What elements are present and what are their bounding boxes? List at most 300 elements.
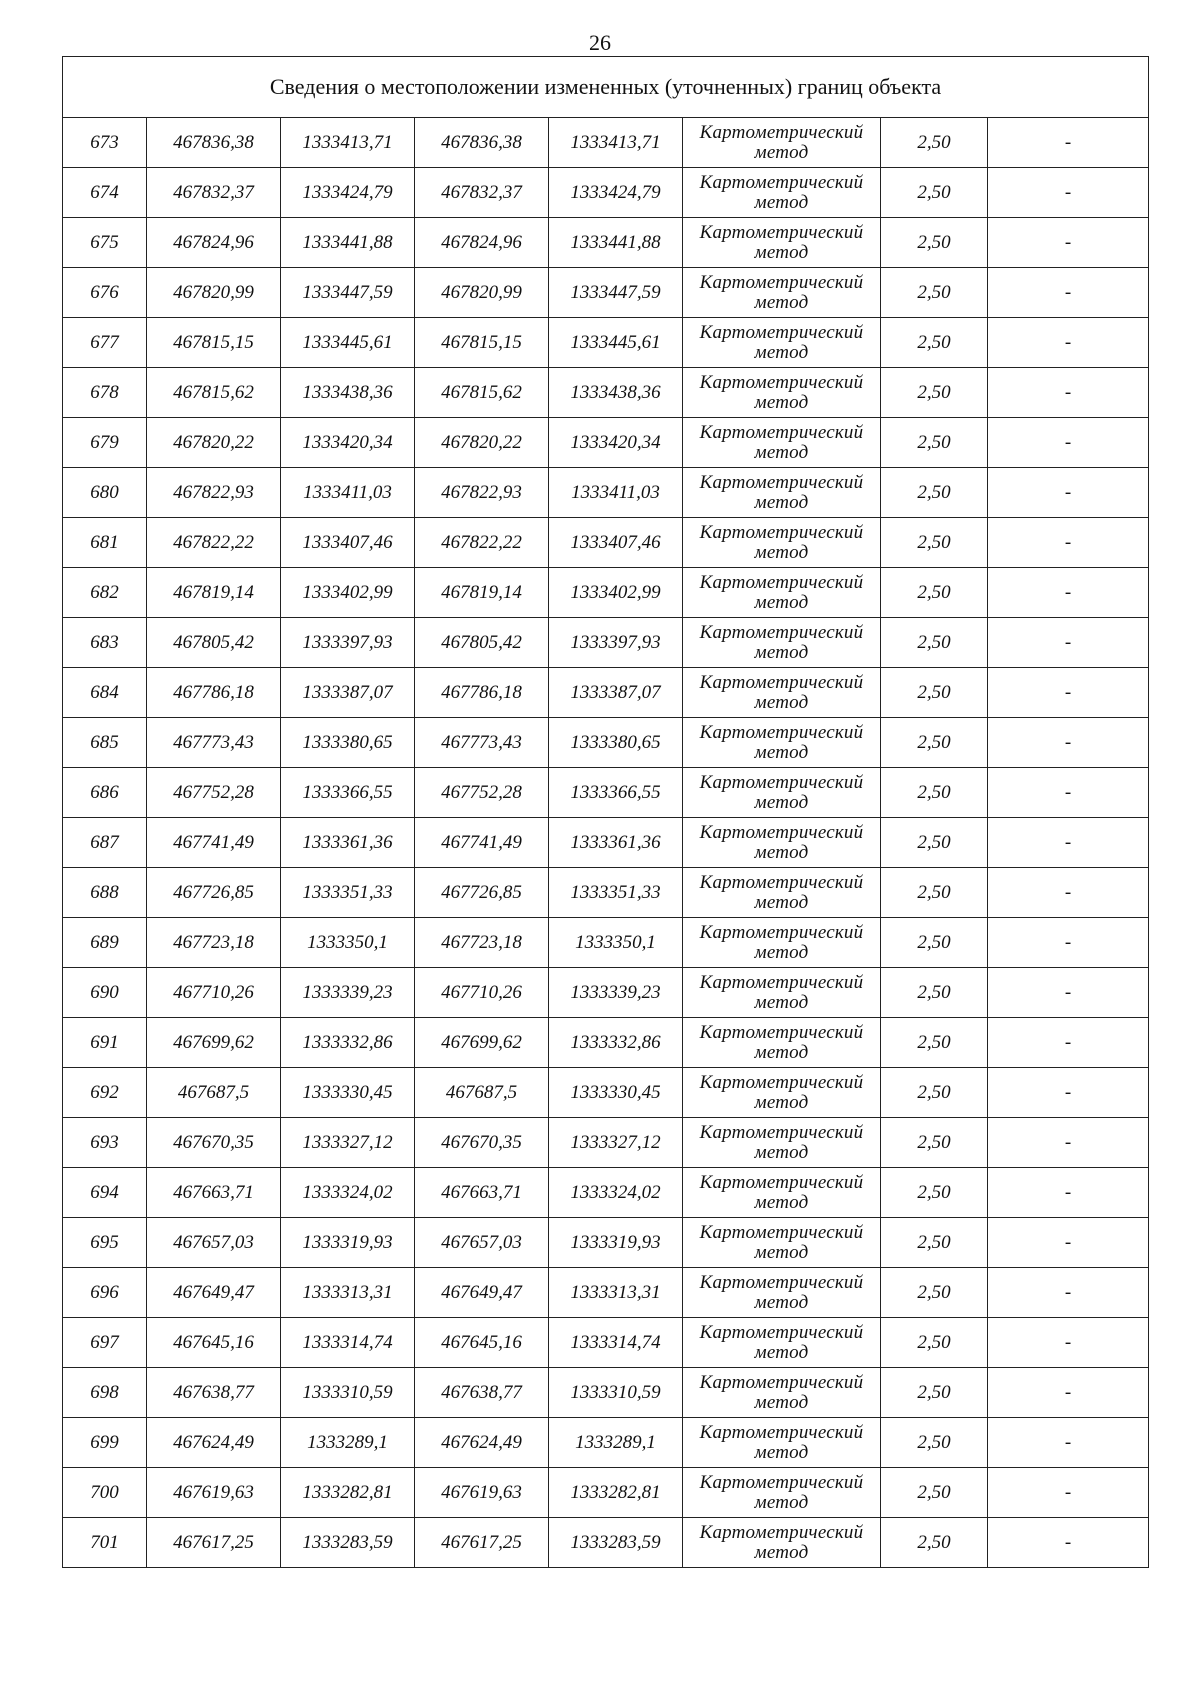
method-line-2: метод [754,591,809,613]
cell-method [683,868,881,918]
cell-description: - [988,768,1149,818]
method-line-2: метод [754,791,809,813]
cell-point-number: 678 [63,368,147,418]
cell-description: - [988,918,1149,968]
method-line-2: метод [754,1191,809,1213]
cell-point-number: 682 [63,568,147,618]
cell-refined-x: 467657,03 [415,1218,549,1268]
cell-existing-x: 467645,16 [147,1318,281,1368]
cell-existing-y: 1333350,1 [281,918,415,968]
method-line-1: Картометрический [699,521,864,543]
cell-existing-x: 467649,47 [147,1268,281,1318]
table-row [63,718,1149,768]
cell-existing-y: 1333445,61 [281,318,415,368]
cell-method [683,1318,881,1368]
method-line-2: метод [754,941,809,963]
cell-existing-y: 1333313,31 [281,1268,415,1318]
cell-description: - [988,1118,1149,1168]
cell-description: - [988,1068,1149,1118]
method-line-1: Картометрический [699,1421,864,1443]
cell-method [683,918,881,968]
cell-existing-y: 1333441,88 [281,218,415,268]
method-line-1: Картометрический [699,121,864,143]
table-row [63,418,1149,468]
cell-existing-x: 467815,15 [147,318,281,368]
table-row [63,318,1149,368]
table-caption-row [63,57,1149,118]
cell-description: - [988,818,1149,868]
method-line-1: Картометрический [699,1521,864,1543]
cell-point-number: 679 [63,418,147,468]
cell-point-number: 686 [63,768,147,818]
cell-refined-y: 1333310,59 [549,1368,683,1418]
method-line-1: Картометрический [699,571,864,593]
cell-existing-y: 1333361,36 [281,818,415,868]
cell-method [683,1518,881,1568]
cell-existing-y: 1333282,81 [281,1468,415,1518]
cell-accuracy: 2,50 [881,218,988,268]
cell-accuracy: 2,50 [881,318,988,368]
cell-refined-x: 467670,35 [415,1118,549,1168]
table-row [63,518,1149,568]
table-row [63,1068,1149,1118]
cell-method [683,468,881,518]
cell-method [683,768,881,818]
cell-method [683,1168,881,1218]
cell-existing-y: 1333447,59 [281,268,415,318]
table-row [63,1468,1149,1518]
cell-point-number: 700 [63,1468,147,1518]
method-line-1: Картометрический [699,171,864,193]
method-line-1: Картометрический [699,821,864,843]
cell-description: - [988,268,1149,318]
cell-existing-x: 467836,38 [147,118,281,168]
cell-accuracy: 2,50 [881,1018,988,1068]
cell-refined-x: 467815,62 [415,368,549,418]
cell-refined-y: 1333441,88 [549,218,683,268]
cell-accuracy: 2,50 [881,418,988,468]
cell-refined-y: 1333314,74 [549,1318,683,1368]
cell-description: - [988,1368,1149,1418]
cell-existing-y: 1333319,93 [281,1218,415,1268]
cell-point-number: 674 [63,168,147,218]
method-line-2: метод [754,541,809,563]
cell-existing-x: 467741,49 [147,818,281,868]
cell-accuracy: 2,50 [881,118,988,168]
cell-description: - [988,318,1149,368]
cell-accuracy: 2,50 [881,1468,988,1518]
cell-refined-x: 467624,49 [415,1418,549,1468]
method-line-1: Картометрический [699,1021,864,1043]
cell-method [683,418,881,468]
cell-method [683,1068,881,1118]
table-row [63,368,1149,418]
table-row [63,818,1149,868]
cell-existing-y: 1333283,59 [281,1518,415,1568]
cell-point-number: 683 [63,618,147,668]
cell-existing-y: 1333420,34 [281,418,415,468]
cell-refined-x: 467617,25 [415,1518,549,1568]
cell-point-number: 687 [63,818,147,868]
method-line-2: метод [754,1041,809,1063]
table-row [63,668,1149,718]
cell-existing-y: 1333351,33 [281,868,415,918]
method-line-1: Картометрический [699,1271,864,1293]
cell-refined-y: 1333339,23 [549,968,683,1018]
cell-accuracy: 2,50 [881,1068,988,1118]
cell-accuracy: 2,50 [881,618,988,668]
cell-accuracy: 2,50 [881,468,988,518]
cell-refined-y: 1333380,65 [549,718,683,768]
method-line-1: Картометрический [699,671,864,693]
cell-point-number: 701 [63,1518,147,1568]
cell-existing-x: 467726,85 [147,868,281,918]
cell-description: - [988,118,1149,168]
cell-accuracy: 2,50 [881,668,988,718]
table-row [63,1518,1149,1568]
table-body [63,118,1149,1568]
cell-accuracy: 2,50 [881,868,988,918]
cell-description: - [988,1418,1149,1468]
cell-method [683,1418,881,1468]
cell-existing-y: 1333314,74 [281,1318,415,1368]
cell-point-number: 698 [63,1368,147,1418]
method-line-1: Картометрический [699,1071,864,1093]
cell-refined-y: 1333420,34 [549,418,683,468]
cell-refined-y: 1333411,03 [549,468,683,518]
cell-point-number: 681 [63,518,147,568]
cell-existing-x: 467723,18 [147,918,281,968]
cell-existing-x: 467822,22 [147,518,281,568]
cell-point-number: 676 [63,268,147,318]
method-line-1: Картометрический [699,871,864,893]
cell-description: - [988,1518,1149,1568]
cell-existing-y: 1333332,86 [281,1018,415,1068]
cell-method [683,268,881,318]
cell-description: - [988,518,1149,568]
cell-refined-y: 1333397,93 [549,618,683,668]
cell-refined-y: 1333351,33 [549,868,683,918]
cell-existing-x: 467819,14 [147,568,281,618]
table-row [63,468,1149,518]
cell-refined-x: 467820,22 [415,418,549,468]
cell-description: - [988,618,1149,668]
cell-method [683,968,881,1018]
cell-description: - [988,968,1149,1018]
cell-refined-x: 467687,5 [415,1068,549,1118]
cell-refined-y: 1333387,07 [549,668,683,718]
boundary-coordinates-table [62,56,1149,1568]
cell-refined-x: 467663,71 [415,1168,549,1218]
cell-point-number: 688 [63,868,147,918]
cell-description: - [988,418,1149,468]
cell-existing-y: 1333380,65 [281,718,415,768]
cell-point-number: 680 [63,468,147,518]
cell-description: - [988,368,1149,418]
cell-refined-y: 1333402,99 [549,568,683,618]
cell-refined-y: 1333413,71 [549,118,683,168]
cell-refined-y: 1333438,36 [549,368,683,418]
method-line-2: метод [754,641,809,663]
cell-description: - [988,718,1149,768]
method-line-1: Картометрический [699,771,864,793]
cell-point-number: 697 [63,1318,147,1368]
method-line-1: Картометрический [699,621,864,643]
cell-method [683,1368,881,1418]
cell-refined-x: 467710,26 [415,968,549,1018]
cell-refined-x: 467773,43 [415,718,549,768]
method-line-2: метод [754,1391,809,1413]
cell-existing-y: 1333339,23 [281,968,415,1018]
cell-refined-x: 467820,99 [415,268,549,318]
cell-description: - [988,1168,1149,1218]
cell-existing-x: 467822,93 [147,468,281,518]
method-line-2: метод [754,1241,809,1263]
cell-refined-x: 467619,63 [415,1468,549,1518]
cell-accuracy: 2,50 [881,818,988,868]
cell-accuracy: 2,50 [881,268,988,318]
cell-accuracy: 2,50 [881,1518,988,1568]
cell-existing-x: 467624,49 [147,1418,281,1468]
method-line-1: Картометрический [699,921,864,943]
cell-existing-y: 1333424,79 [281,168,415,218]
cell-existing-y: 1333310,59 [281,1368,415,1418]
cell-point-number: 675 [63,218,147,268]
table-row [63,968,1149,1018]
cell-accuracy: 2,50 [881,918,988,968]
cell-existing-y: 1333413,71 [281,118,415,168]
cell-description: - [988,1268,1149,1318]
method-line-1: Картометрический [699,471,864,493]
cell-existing-x: 467773,43 [147,718,281,768]
cell-existing-y: 1333407,46 [281,518,415,568]
table-row [63,118,1149,168]
method-line-2: метод [754,141,809,163]
cell-accuracy: 2,50 [881,1218,988,1268]
method-line-2: метод [754,391,809,413]
cell-existing-x: 467663,71 [147,1168,281,1218]
method-line-1: Картометрический [699,1471,864,1493]
cell-refined-x: 467824,96 [415,218,549,268]
cell-description: - [988,868,1149,918]
method-line-2: метод [754,891,809,913]
cell-refined-y: 1333407,46 [549,518,683,568]
cell-existing-x: 467805,42 [147,618,281,668]
cell-description: - [988,1468,1149,1518]
cell-point-number: 693 [63,1118,147,1168]
cell-existing-x: 467619,63 [147,1468,281,1518]
cell-existing-x: 467710,26 [147,968,281,1018]
table-row [63,1168,1149,1218]
method-line-2: метод [754,841,809,863]
cell-existing-x: 467832,37 [147,168,281,218]
table-row [63,168,1149,218]
table-row [63,218,1149,268]
cell-point-number: 696 [63,1268,147,1318]
cell-accuracy: 2,50 [881,1368,988,1418]
cell-description: - [988,1018,1149,1068]
table-row [63,1268,1149,1318]
method-line-2: метод [754,241,809,263]
table-row [63,1318,1149,1368]
cell-point-number: 692 [63,1068,147,1118]
method-line-2: метод [754,491,809,513]
cell-existing-x: 467786,18 [147,668,281,718]
cell-accuracy: 2,50 [881,1418,988,1468]
method-line-1: Картометрический [699,421,864,443]
method-line-1: Картометрический [699,1121,864,1143]
table-row [63,1368,1149,1418]
cell-method [683,168,881,218]
cell-point-number: 699 [63,1418,147,1468]
cell-point-number: 694 [63,1168,147,1218]
cell-refined-y: 1333319,93 [549,1218,683,1268]
cell-refined-x: 467815,15 [415,318,549,368]
cell-existing-y: 1333387,07 [281,668,415,718]
cell-description: - [988,568,1149,618]
cell-accuracy: 2,50 [881,1268,988,1318]
cell-existing-x: 467824,96 [147,218,281,268]
table-row [63,1118,1149,1168]
table-row [63,268,1149,318]
cell-point-number: 690 [63,968,147,1018]
method-line-2: метод [754,1291,809,1313]
cell-description: - [988,668,1149,718]
method-line-1: Картометрический [699,1371,864,1393]
cell-method [683,668,881,718]
cell-refined-x: 467723,18 [415,918,549,968]
cell-existing-x: 467820,22 [147,418,281,468]
cell-existing-y: 1333289,1 [281,1418,415,1468]
cell-refined-x: 467786,18 [415,668,549,718]
cell-existing-x: 467752,28 [147,768,281,818]
method-line-1: Картометрический [699,271,864,293]
cell-accuracy: 2,50 [881,1168,988,1218]
cell-refined-y: 1333282,81 [549,1468,683,1518]
cell-refined-x: 467805,42 [415,618,549,668]
table-row [63,868,1149,918]
cell-point-number: 673 [63,118,147,168]
cell-refined-x: 467752,28 [415,768,549,818]
cell-refined-x: 467819,14 [415,568,549,618]
cell-method [683,118,881,168]
cell-refined-y: 1333324,02 [549,1168,683,1218]
cell-method [683,718,881,768]
method-line-2: метод [754,291,809,313]
cell-method [683,1118,881,1168]
cell-refined-y: 1333447,59 [549,268,683,318]
page-number: 26 [589,30,611,55]
cell-accuracy: 2,50 [881,1318,988,1368]
cell-refined-x: 467649,47 [415,1268,549,1318]
table-row [63,1418,1149,1468]
cell-refined-x: 467699,62 [415,1018,549,1068]
cell-existing-x: 467657,03 [147,1218,281,1268]
cell-accuracy: 2,50 [881,568,988,618]
cell-existing-y: 1333324,02 [281,1168,415,1218]
method-line-1: Картометрический [699,1321,864,1343]
cell-description: - [988,168,1149,218]
cell-existing-x: 467820,99 [147,268,281,318]
cell-existing-y: 1333366,55 [281,768,415,818]
cell-existing-y: 1333327,12 [281,1118,415,1168]
cell-point-number: 685 [63,718,147,768]
method-line-1: Картометрический [699,1221,864,1243]
cell-existing-x: 467699,62 [147,1018,281,1068]
cell-refined-y: 1333327,12 [549,1118,683,1168]
table-row [63,1218,1149,1268]
cell-accuracy: 2,50 [881,768,988,818]
method-line-1: Картометрический [699,221,864,243]
cell-existing-y: 1333402,99 [281,568,415,618]
cell-accuracy: 2,50 [881,368,988,418]
cell-existing-y: 1333397,93 [281,618,415,668]
cell-description: - [988,1318,1149,1368]
cell-method [683,818,881,868]
cell-refined-y: 1333332,86 [549,1018,683,1068]
method-line-1: Картометрический [699,321,864,343]
cell-description: - [988,468,1149,518]
method-line-2: метод [754,1341,809,1363]
table-row [63,768,1149,818]
cell-refined-x: 467822,93 [415,468,549,518]
cell-method [683,568,881,618]
cell-existing-x: 467670,35 [147,1118,281,1168]
cell-refined-x: 467832,37 [415,168,549,218]
cell-point-number: 684 [63,668,147,718]
cell-existing-x: 467687,5 [147,1068,281,1118]
cell-accuracy: 2,50 [881,1118,988,1168]
cell-refined-y: 1333283,59 [549,1518,683,1568]
cell-refined-y: 1333313,31 [549,1268,683,1318]
cell-accuracy: 2,50 [881,168,988,218]
table-row [63,1018,1149,1068]
cell-accuracy: 2,50 [881,718,988,768]
cell-method [683,1468,881,1518]
cell-method [683,518,881,568]
cell-refined-y: 1333350,1 [549,918,683,968]
cell-method [683,1218,881,1268]
cell-method [683,368,881,418]
method-line-2: метод [754,1541,809,1563]
cell-refined-y: 1333330,45 [549,1068,683,1118]
method-line-2: метод [754,1441,809,1463]
method-line-2: метод [754,1141,809,1163]
cell-refined-x: 467822,22 [415,518,549,568]
cell-point-number: 695 [63,1218,147,1268]
method-line-2: метод [754,1091,809,1113]
method-line-1: Картометрический [699,1171,864,1193]
cell-method [683,618,881,668]
method-line-2: метод [754,441,809,463]
cell-method [683,318,881,368]
cell-method [683,1018,881,1068]
cell-method [683,1268,881,1318]
cell-refined-y: 1333361,36 [549,818,683,868]
method-line-2: метод [754,191,809,213]
cell-refined-y: 1333424,79 [549,168,683,218]
cell-refined-x: 467836,38 [415,118,549,168]
method-line-1: Картометрический [699,721,864,743]
cell-existing-x: 467617,25 [147,1518,281,1568]
method-line-1: Картометрический [699,371,864,393]
cell-method [683,218,881,268]
method-line-2: метод [754,1491,809,1513]
cell-existing-x: 467815,62 [147,368,281,418]
cell-point-number: 689 [63,918,147,968]
cell-description: - [988,218,1149,268]
cell-refined-y: 1333445,61 [549,318,683,368]
